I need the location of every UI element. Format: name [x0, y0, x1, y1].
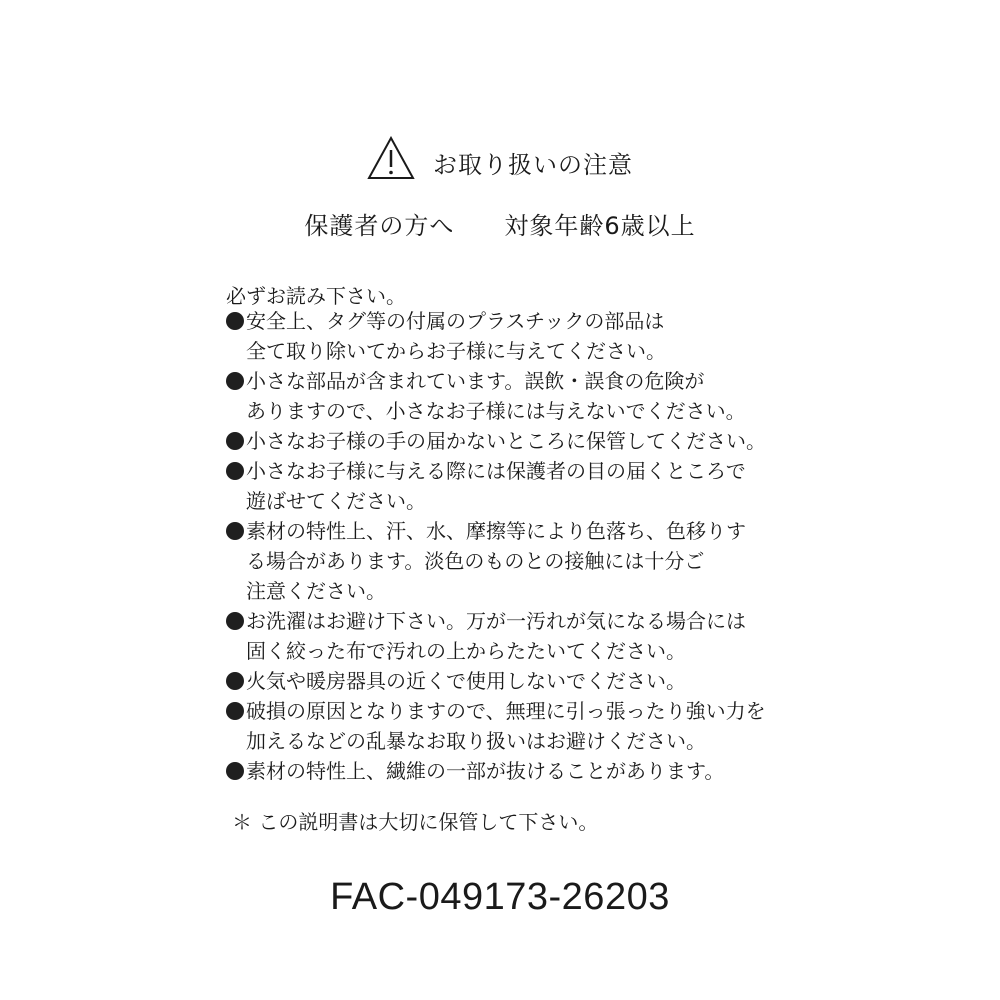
intro-text: 必ずお読み下さい。 [226, 284, 406, 308]
caution-item [226, 756, 846, 786]
caution-item [226, 666, 846, 696]
page-title: お取り扱いの注意 [433, 150, 633, 179]
bullet-dot-icon [226, 612, 244, 630]
caution-item [226, 426, 846, 456]
caution-item-text: 破損の原因となりますので、無理に引っ張ったり強い力を 加えるなどの乱暴なお取り扱いはお避けください。 [246, 699, 766, 753]
caution-item-text: お洗濯はお避け下さい。万が一汚れが気になる場合には 固く絞った布で汚れの上からたたいてください。 [246, 609, 746, 663]
caution-item [226, 516, 846, 606]
bullet-dot-icon [226, 672, 244, 690]
warning-triangle-icon [367, 136, 415, 180]
title-row [0, 136, 1000, 180]
caution-item-text: 素材の特性上、繊維の一部が抜けることがあります。 [246, 759, 725, 783]
caution-item [226, 456, 846, 516]
bullet-dot-icon [226, 462, 244, 480]
product-code: FAC-049173-26203 [330, 876, 670, 918]
caution-item [226, 606, 846, 666]
caution-item-text: 小さなお子様の手の届かないところに保管してください。 [246, 429, 766, 453]
caution-item-text: 素材の特性上、汗、水、摩擦等により色落ち、色移りす る場合があります。淡色のものとの接触には十分ご 注意ください。 [246, 519, 746, 603]
bullet-dot-icon [226, 372, 244, 390]
bullet-dot-icon [226, 522, 244, 540]
bullet-dot-icon [226, 702, 244, 720]
keep-manual-note: ＊ この説明書は大切に保管して下さい。 [232, 810, 599, 834]
caution-item-text: 小さな部品が含まれています。誤飲・誤食の危険が ありますので、小さなお子様には与えないでください。 [246, 369, 746, 423]
caution-item [226, 366, 846, 426]
bullet-dot-icon [226, 762, 244, 780]
caution-item [226, 306, 846, 366]
page-subtitle: 保護者の方へ 対象年齢6歳以上 [304, 212, 696, 240]
caution-item-text: 小さなお子様に与える際には保護者の目の届くところで 遊ばせてください。 [246, 459, 746, 513]
caution-item-text: 火気や暖房器具の近くで使用しないでください。 [246, 669, 686, 693]
caution-item [226, 696, 846, 756]
bullet-dot-icon [226, 312, 244, 330]
bullet-dot-icon [226, 432, 244, 450]
caution-item-text: 安全上、タグ等の付属のプラスチックの部品は 全て取り除いてからお子様に与えてください。 [246, 309, 666, 363]
caution-list [226, 306, 846, 786]
